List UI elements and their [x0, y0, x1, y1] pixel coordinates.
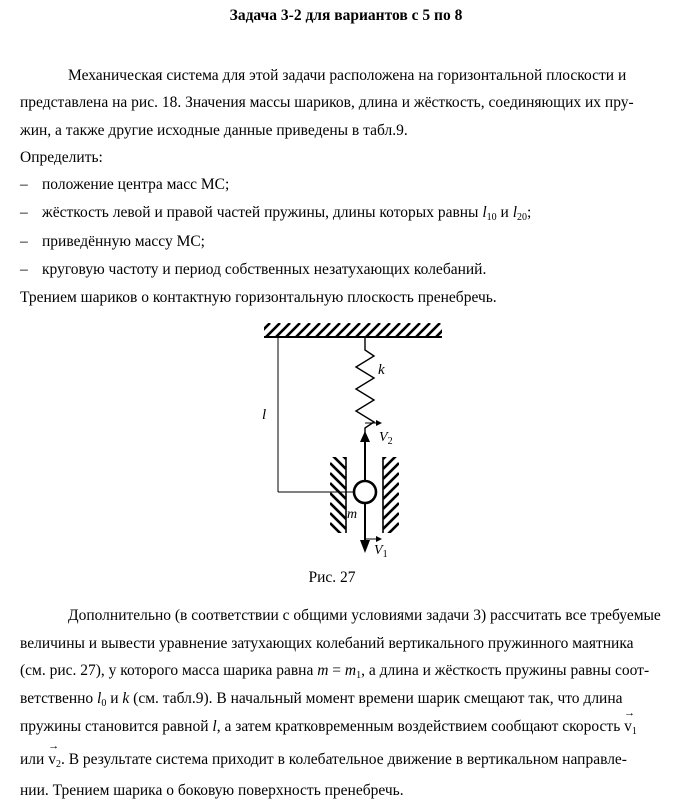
- v2-vector-tip: [376, 420, 382, 426]
- text-run: ветственно: [20, 690, 98, 707]
- velocity-vector-v2: [48, 740, 60, 768]
- task-text: круговую частоту и период собственных незатухающих колебаний.: [42, 261, 487, 278]
- extra-line-6: [20, 740, 627, 770]
- extra-line-5: [20, 707, 637, 737]
- subscript: 1: [356, 670, 362, 681]
- text-run: , а затем кратковременным воздействием сообщают скорость: [216, 718, 625, 735]
- subscript: 1: [631, 726, 637, 737]
- var-v: v: [48, 751, 56, 768]
- list-dash: –: [20, 261, 28, 278]
- text-run: пружины становится равной: [20, 718, 213, 735]
- text-run: (см. рис. 27), у которого масса шарика равна: [20, 662, 318, 679]
- v1-label: $V_1$: [374, 543, 388, 560]
- subscript: 10: [486, 212, 497, 223]
- determine-label: Определить:: [20, 149, 103, 166]
- task-item-center-of-mass: [20, 177, 229, 193]
- left-guide-hatch: [330, 443, 346, 539]
- var-l: l: [512, 204, 518, 221]
- task-text: приведённую массу МС;: [42, 233, 205, 250]
- subscript: 0: [101, 698, 107, 709]
- task-text: положение центра масс МС;: [42, 176, 230, 193]
- vector-arrow-icon: →: [624, 707, 636, 719]
- v1-arrowhead: [360, 540, 370, 553]
- vector-arrow-icon: →: [48, 740, 60, 752]
- task-text: ;: [527, 204, 532, 221]
- var-l: l: [482, 204, 487, 221]
- task-item-reduced-mass: [20, 234, 205, 250]
- subscript: 2: [55, 759, 61, 770]
- length-label: l: [262, 407, 267, 423]
- list-dash: –: [20, 176, 28, 193]
- list-dash: –: [20, 233, 28, 250]
- subscript: 20: [517, 212, 528, 223]
- extra-line-1: Дополнительно (в соответствии с общими условиями задачи 3) рассчитать все требуемые: [68, 607, 661, 624]
- intro-line-1: Механическая система для этой задачи расположена на горизонтальной плоскости и: [68, 67, 627, 84]
- list-dash: –: [20, 204, 28, 221]
- stiffness-label: k: [378, 362, 385, 378]
- figure-caption: Рис. 27: [308, 569, 356, 586]
- extra-line-4: [20, 691, 623, 707]
- task-text: жёсткость левой и правой частей пружины, длины которых равны: [42, 204, 483, 221]
- text-run: =: [328, 662, 345, 679]
- extra-line-7: нии. Трением шарика о боковую поверхность пренебречь.: [20, 782, 404, 799]
- var-l: l: [97, 690, 102, 707]
- spring-pendulum-figure: [250, 322, 450, 562]
- velocity-vector-v1: [624, 707, 636, 735]
- intro-line-3: жин, а также другие исходные данные приведены в табл.9.: [20, 122, 408, 139]
- mass-label: m: [347, 507, 358, 522]
- right-guide-hatch: [383, 443, 399, 539]
- intro-line-2: представлена на рис. 18. Значения массы шариков, длина и жёсткость, соединяющих их пру-: [20, 94, 634, 111]
- extra-line-3: [20, 663, 649, 679]
- text-run: и: [106, 690, 123, 707]
- text-run: . В результате система приходит в колебательное движение в вертикальном направле-: [60, 751, 627, 768]
- spring: [356, 337, 374, 433]
- v2-label: $V_2$: [379, 430, 393, 447]
- friction-note: Трением шариков о контактную горизонтальную плоскость пренебречь.: [20, 289, 497, 306]
- extra-line-2: величины и вывести уравнение затухающих колебаний вертикального пружинного маятника: [20, 635, 634, 652]
- v1-vector-tip: [376, 536, 382, 542]
- text-run: , а длина и жёсткость пружины равны соот-: [361, 662, 650, 679]
- ball: [354, 481, 376, 503]
- var-l: l: [212, 718, 217, 735]
- v2-arrowhead: [360, 431, 370, 442]
- var-m: m: [344, 662, 357, 679]
- text-run: (см. табл.9). В начальный момент времени шарик смещают так, что длина: [129, 690, 623, 707]
- task-item-frequency: [20, 262, 486, 278]
- task-text: и: [496, 204, 513, 221]
- ceiling-hatch: [256, 323, 450, 337]
- var-m: m: [317, 662, 329, 679]
- page-title: Задача 3-2 для вариантов с 5 по 8: [229, 7, 463, 24]
- task-item-stiffness: [20, 205, 531, 221]
- var-v: v: [624, 718, 632, 735]
- text-run: или: [20, 751, 49, 768]
- var-k: k: [122, 690, 130, 707]
